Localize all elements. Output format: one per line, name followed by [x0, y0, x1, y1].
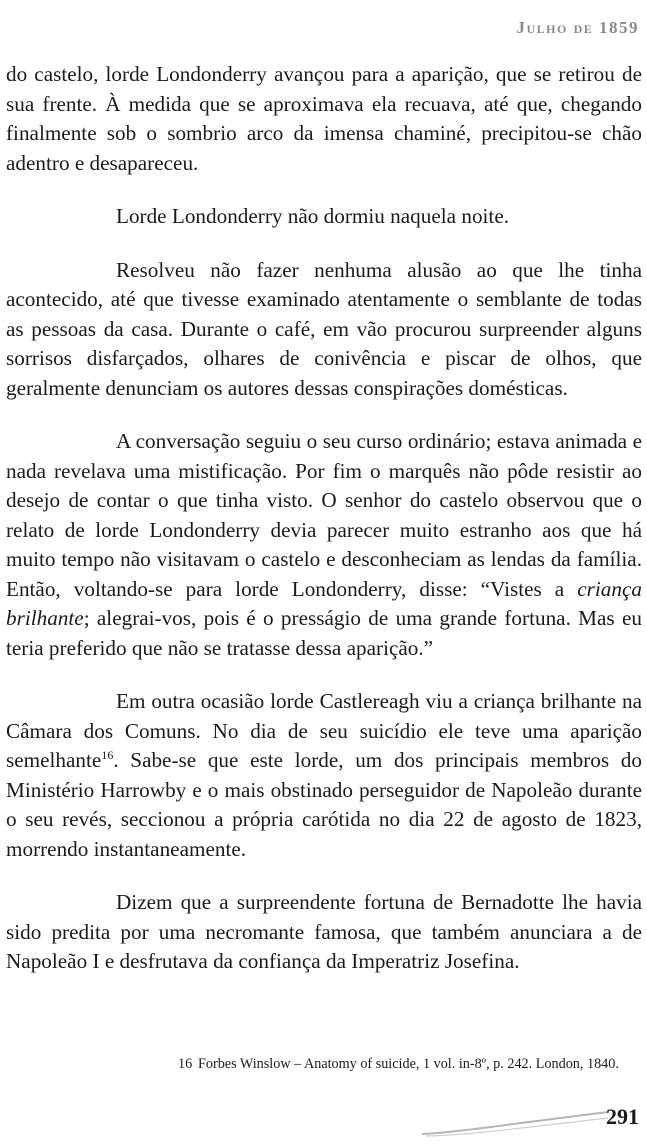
paragraph-5-text-b: . Sabe-se que este lorde, um dos principais membros do Ministério Harrowby e o mais obstinado perseguidor de Napoleão durante o seu revés, seccionou a própria carótida no dia 22 de agosto de 1823, morrendo instantaneamente.: [6, 748, 642, 861]
paragraph-5: [6, 687, 642, 864]
footnote-number: 16: [178, 1056, 193, 1072]
paragraph-4: [6, 427, 642, 663]
paragraph-4-italic: criança brilhante: [6, 576, 642, 630]
paragraph-6: Dizem que a surpreendente fortuna de Bernadotte lhe havia sido predita por uma necromante famosa, que também anunciara a de Napoleão I e desfrutava da confiança da Imperatriz Josefina.: [6, 890, 642, 973]
body-text: [6, 60, 642, 1001]
paragraph-4-text-a: A conversação seguiu o seu curso ordinário; estava animada e nada revelava uma mistificação. Por fim o marquês não pôde resistir ao desejo de contar o que tinha visto. O senhor do castelo observou que o relato de lorde Londonderry devia parecer muito estranho aos que há muito tempo não visitavam o castelo e desconheciam as lendas da família. Então, voltando-se para lorde Londonderry, disse: “Vistes a: [6, 429, 642, 601]
paragraph-5-text-a: Em outra ocasião lorde Castlereagh viu a criança brilhante na Câmara dos Comuns. No dia de seu suicídio ele teve uma aparição semelhante: [6, 689, 642, 772]
page-number: 291: [606, 1104, 639, 1129]
paragraph-4-text-b: ; alegrai-vos, pois é o presságio de uma grande fortuna. Mas eu teria preferido que não se tratasse dessa aparição.”: [6, 606, 642, 660]
paragraph-3: Resolveu não fazer nenhuma alusão ao que lhe tinha acontecido, até que tivesse examinado atentamente o semblante de todas as pessoas da casa. Durante o café, em vão procurou surpreender alguns sorrisos disfarçados, olhares de conivência e piscar de olhos, que geralmente denunciam os autores dessas conspirações domésticas.: [6, 257, 642, 400]
footnote-text: Forbes Winslow – Anatomy of suicide, 1 vol. in-8º, p. 242. London, 1840.: [198, 1056, 619, 1072]
running-head: Julho de 1859: [516, 18, 639, 37]
page-swoosh-decoration: [420, 1108, 610, 1138]
paragraph-1: do castelo, lorde Londonderry avançou para a aparição, que se retirou de sua frente. À medida que se aproximava ela recuava, até que, chegando finalmente sob o sombrio arco da imensa chaminé, precipitou-se chão adentro e desapareceu.: [6, 62, 642, 175]
footnote: [178, 1055, 640, 1074]
paragraph-2: Lorde Londonderry não dormiu naquela noite.: [116, 204, 510, 228]
footnote-ref[interactable]: 16: [101, 747, 114, 762]
